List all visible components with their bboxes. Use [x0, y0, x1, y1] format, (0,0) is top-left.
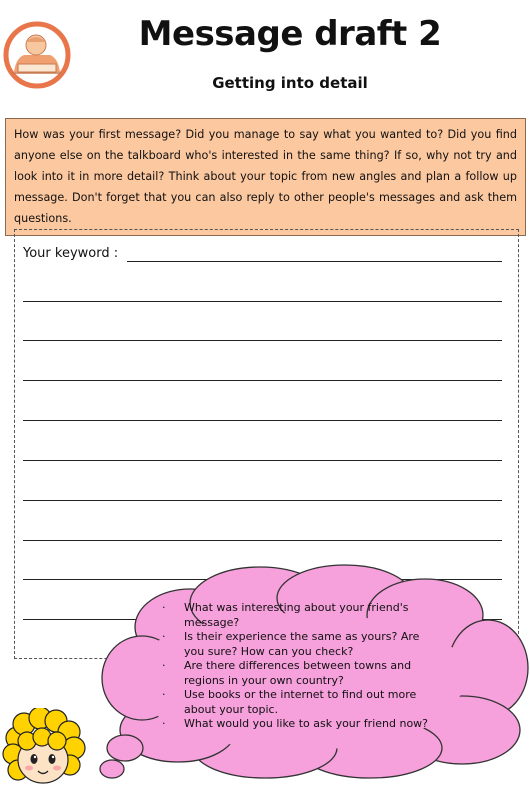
page-title: Message draft 2 — [138, 14, 442, 54]
tips-list — [162, 601, 434, 732]
tip-item: · What would you like to ask your friend now? — [162, 717, 429, 730]
tip-item: · What was interesting about your friend's message? — [162, 601, 409, 629]
page-subtitle: Getting into detail — [212, 74, 368, 92]
tip-item: · Are there differences between towns and regions in your own country? — [162, 659, 412, 687]
curly-haired-child-icon — [2, 708, 88, 789]
tip-item: · Use books or the internet to find out more about your topic. — [162, 688, 417, 716]
intro-box: How was your first message? Did you manage to say what you wanted to? Did you find anyone else on the talkboard who's interested in the same thing? If so, why not try and look into it in more detail? Think about your topic from new angles and plan a follow up message. Don't forget that you can also reply to other people's messages and ask them questions. — [5, 118, 526, 236]
keyword-label: Your keyword : — [23, 246, 119, 261]
tip-item: · Is their experience the same as yours? Are you sure? How can you check? — [162, 630, 420, 658]
